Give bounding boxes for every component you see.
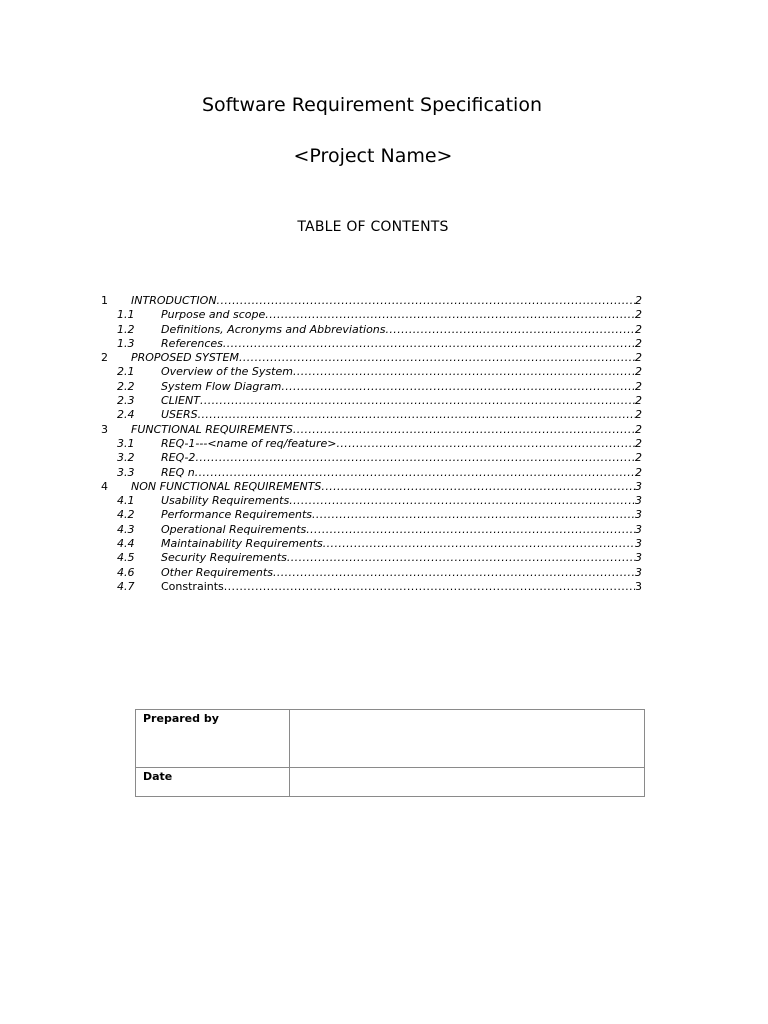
prepared-by-table <box>135 709 645 797</box>
toc-entry-line <box>161 323 642 337</box>
table-row <box>136 710 645 768</box>
toc-entry-label: REQ n <box>161 465 195 479</box>
toc-entry-number: 4.5 <box>117 551 135 565</box>
toc-entry-label: Other Requirements <box>161 565 273 579</box>
toc-entry-line <box>161 365 642 379</box>
project-name: <Project Name> <box>293 145 453 167</box>
toc-entry-number: 4.3 <box>117 522 135 536</box>
toc-entry-label: REQ-1---<name of req/feature> <box>161 436 337 450</box>
toc-entry-page: 3 <box>635 579 642 593</box>
toc-entry-line <box>161 408 642 422</box>
toc-entry[interactable] <box>0 408 768 422</box>
toc-entry-page: 2 <box>635 322 642 336</box>
toc-entry-page: 2 <box>635 394 642 408</box>
toc-entry-page: 2 <box>635 408 642 422</box>
toc-leader-dots <box>293 365 635 379</box>
toc-entry-page: 2 <box>635 422 642 436</box>
toc-entry-number: 4.7 <box>117 579 135 593</box>
toc-entry[interactable] <box>0 580 768 594</box>
toc-entry-number: 4.4 <box>117 537 135 551</box>
toc-entry-number: 3 <box>101 422 108 436</box>
toc-entry-label: CLIENT <box>161 394 200 408</box>
toc-leader-dots <box>321 480 635 494</box>
toc-leader-dots <box>273 566 635 580</box>
toc-entry-number: 4 <box>101 479 108 493</box>
toc-leader-dots <box>293 423 635 437</box>
toc-entry[interactable] <box>0 351 768 365</box>
toc-entry-label: Purpose and scope <box>161 308 266 322</box>
toc-entry-label: FUNCTIONAL REQUIREMENTS <box>131 422 293 436</box>
toc-entry-label: REQ-2 <box>161 451 196 465</box>
table-of-contents <box>0 294 768 594</box>
toc-entry-label: NON FUNCTIONAL REQUIREMENTS <box>131 479 322 493</box>
toc-entry[interactable] <box>0 466 768 480</box>
toc-entry-line <box>131 480 642 494</box>
toc-entry[interactable] <box>0 308 768 322</box>
toc-entry-number: 2.2 <box>117 379 135 393</box>
toc-entry[interactable] <box>0 537 768 551</box>
toc-leader-dots <box>223 337 635 351</box>
toc-entry-line <box>161 508 642 522</box>
toc-entry-line <box>161 308 642 322</box>
toc-entry-label: Overview of the System <box>161 365 293 379</box>
toc-entry-line <box>161 451 642 465</box>
prepared-by-label: Prepared by <box>136 710 290 768</box>
toc-entry-label: Maintainability Requirements <box>161 537 323 551</box>
toc-entry[interactable] <box>0 337 768 351</box>
toc-entry-page: 3 <box>635 551 642 565</box>
toc-entry-page: 3 <box>635 479 642 493</box>
toc-entry-line <box>161 551 642 565</box>
toc-entry-page: 2 <box>635 294 642 307</box>
toc-entry-label: INTRODUCTION <box>131 294 217 307</box>
toc-entry-line <box>161 494 642 508</box>
toc-entry-line <box>161 394 642 408</box>
toc-entry-line <box>131 423 642 437</box>
date-label: Date <box>136 768 290 797</box>
toc-entry-number: 2.4 <box>117 408 135 422</box>
toc-entry-page: 2 <box>635 379 642 393</box>
toc-leader-dots <box>195 466 635 480</box>
toc-entry-page: 2 <box>635 436 642 450</box>
toc-entry[interactable] <box>0 365 768 379</box>
toc-entry-number: 3.2 <box>117 451 135 465</box>
toc-entry[interactable] <box>0 523 768 537</box>
toc-entry-page: 2 <box>635 465 642 479</box>
toc-entry-line <box>161 437 642 451</box>
toc-leader-dots <box>281 380 635 394</box>
toc-entry-page: 2 <box>635 351 642 365</box>
toc-heading: TABLE OF CONTENTS <box>297 219 449 235</box>
toc-leader-dots <box>195 451 635 465</box>
toc-leader-dots <box>198 408 635 422</box>
toc-entry-number: 1.3 <box>117 336 135 350</box>
toc-entry-label: PROPOSED SYSTEM <box>131 351 239 365</box>
toc-entry-number: 4.1 <box>117 494 135 508</box>
toc-entry[interactable] <box>0 480 768 494</box>
toc-entry-page: 3 <box>635 537 642 551</box>
toc-leader-dots <box>239 351 635 365</box>
toc-leader-dots <box>287 551 635 565</box>
toc-entry-number: 2 <box>101 351 108 365</box>
toc-entry[interactable] <box>0 451 768 465</box>
prepared-by-value[interactable] <box>290 710 645 768</box>
toc-entry-number: 1 <box>101 294 108 307</box>
toc-entry-line <box>131 351 642 365</box>
toc-entry-page: 2 <box>635 336 642 350</box>
toc-entry-number: 1.1 <box>117 308 135 322</box>
toc-entry-number: 2.3 <box>117 394 135 408</box>
toc-entry[interactable] <box>0 423 768 437</box>
toc-entry[interactable] <box>0 494 768 508</box>
toc-entry-page: 2 <box>635 308 642 322</box>
toc-entry-number: 3.1 <box>117 436 135 450</box>
toc-entry-line <box>161 566 642 580</box>
toc-entry-line <box>161 380 642 394</box>
toc-entry-number: 3.3 <box>117 465 135 479</box>
toc-leader-dots <box>289 494 635 508</box>
toc-entry-label: References <box>161 336 223 350</box>
toc-leader-dots <box>224 580 635 594</box>
toc-entry-label: Constraints <box>161 579 224 593</box>
toc-entry-page: 3 <box>635 522 642 536</box>
toc-entry[interactable] <box>0 323 768 337</box>
table-row <box>136 768 645 797</box>
toc-entry[interactable] <box>0 508 768 522</box>
toc-entry-page: 3 <box>635 508 642 522</box>
toc-leader-dots <box>323 537 635 551</box>
toc-entry-line <box>131 294 642 308</box>
toc-entry[interactable] <box>0 551 768 565</box>
toc-entry[interactable] <box>0 380 768 394</box>
toc-entry-line <box>161 337 642 351</box>
toc-leader-dots <box>217 294 635 308</box>
toc-leader-dots <box>200 394 635 408</box>
toc-entry[interactable] <box>0 437 768 451</box>
toc-entry-line <box>161 537 642 551</box>
document-title: Software Requirement Specification <box>201 94 542 116</box>
toc-entry-page: 3 <box>635 565 642 579</box>
toc-entry[interactable] <box>0 566 768 580</box>
toc-entry-number: 2.1 <box>117 365 135 379</box>
toc-entry-line <box>161 523 642 537</box>
toc-entry[interactable] <box>0 294 768 308</box>
toc-leader-dots <box>386 323 636 337</box>
toc-entry-number: 4.6 <box>117 565 135 579</box>
toc-entry-label: Definitions, Acronyms and Abbreviations <box>161 322 386 336</box>
date-value[interactable] <box>290 768 645 797</box>
toc-entry-line <box>161 466 642 480</box>
toc-entry-label: USERS <box>161 408 198 422</box>
toc-entry-label: Performance Requirements <box>161 508 312 522</box>
toc-leader-dots <box>312 508 635 522</box>
toc-entry-page: 3 <box>635 494 642 508</box>
toc-entry-label: Security Requirements <box>161 551 287 565</box>
toc-entry-number: 4.2 <box>117 508 135 522</box>
toc-leader-dots <box>337 437 636 451</box>
toc-entry[interactable] <box>0 394 768 408</box>
toc-entry-label: System Flow Diagram <box>161 379 282 393</box>
toc-entry-number: 1.2 <box>117 322 135 336</box>
toc-entry-page: 2 <box>635 365 642 379</box>
toc-entry-label: Usability Requirements <box>161 494 290 508</box>
toc-leader-dots <box>265 308 635 322</box>
toc-entry-label: Operational Requirements <box>161 522 307 536</box>
toc-leader-dots <box>306 523 635 537</box>
toc-entry-page: 2 <box>635 451 642 465</box>
toc-entry-line <box>161 580 642 594</box>
